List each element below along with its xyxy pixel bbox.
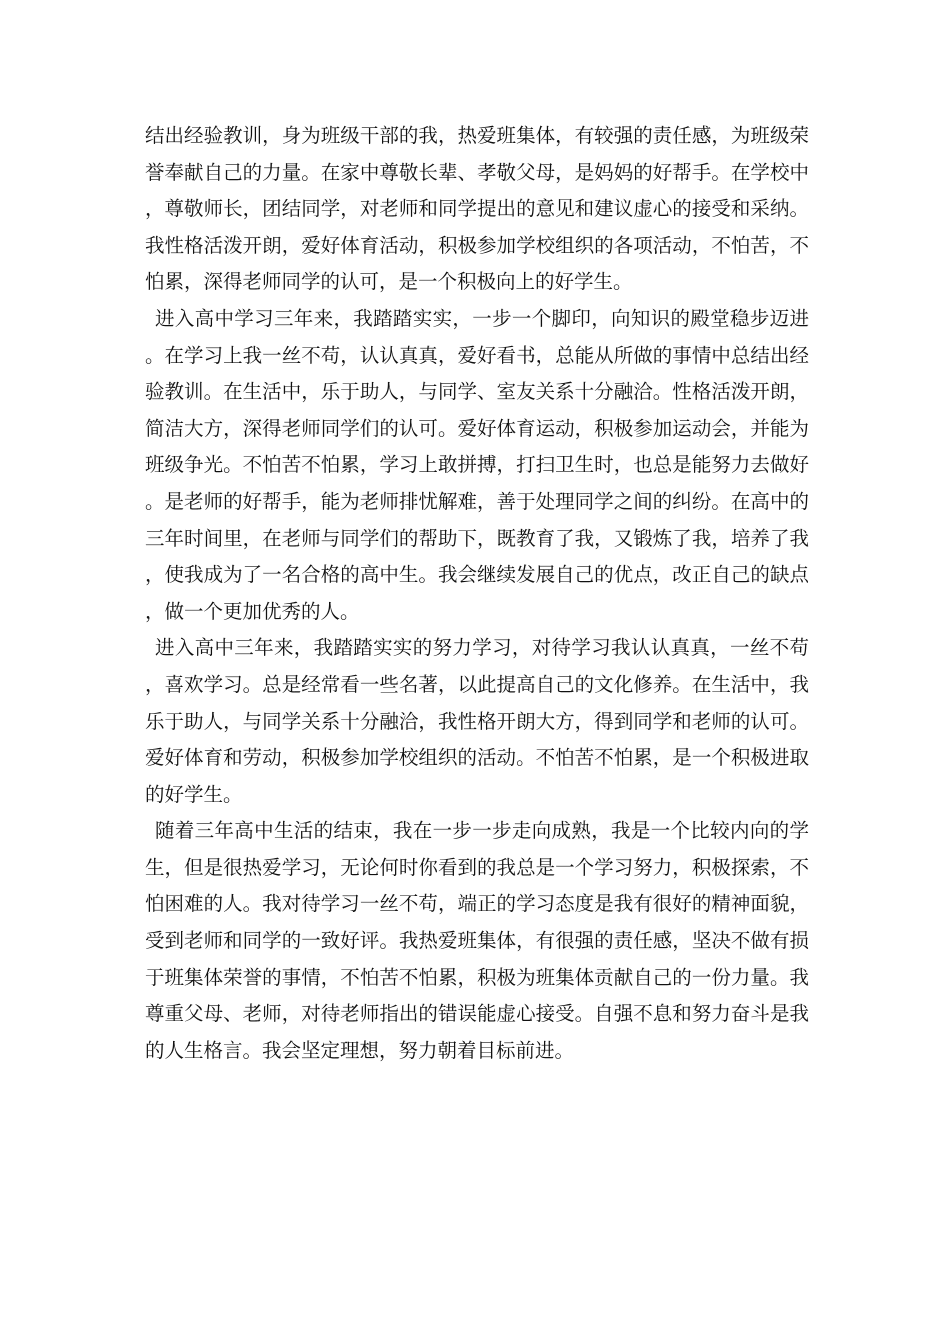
paragraph-1: 结出经验教训，身为班级干部的我，热爱班集体，有较强的责任感，为班级荣誉奉献自己的力量。在家中尊敬长辈、孝敬父母，是妈妈的好帮手。在学校中，尊敬师长，团结同学，对老师和同学提出的意见和建议虚心的接受和采纳。我性格活泼开朗，爱好体育活动，积极参加学校组织的各项活动，不怕苦，不怕累，深得老师同学的认可，是一个积极向上的好学生。	[145, 124, 809, 294]
paragraph-2: 进入高中学习三年来，我踏踏实实，一步一个脚印，向知识的殿堂稳步迈进。在学习上我一丝不苟，认认真真，爱好看书，总能从所做的事情中总结出经验教训。在生活中，乐于助人，与同学、室友关系十分融洽。性格活泼开朗，简洁大方，深得老师同学们的认可。爱好体育运动，积极参加运动会，并能为班级争光。不怕苦不怕累，学习上敢拼搏，打扫卫生时，也总是能努力去做好。是老师的好帮手，能为老师排忧解难，善于处理同学之间的纠纷。在高中的三年时间里，在老师与同学们的帮助下，既教育了我，又锻炼了我，培养了我，使我成为了一名合格的高中生。我会继续发展自己的优点，改正自己的缺点，做一个更加优秀的人。	[145, 306, 809, 623]
paragraph-4: 随着三年高中生活的结束，我在一步一步走向成熟，我是一个比较内向的学生，但是很热爱学习，无论何时你看到的我总是一个学习努力，积极探索，不怕困难的人。我对待学习一丝不苟，端正的学习态度是我有很好的精神面貌，受到老师和同学的一致好评。我热爱班集体，有很强的责任感，坚决不做有损于班集体荣誉的事情，不怕苦不怕累，积极为班集体贡献自己的一份力量。我尊重父母、老师，对待老师指出的错误能虚心接受。自强不息和努力奋斗是我的人生格言。我会坚定理想，努力朝着目标前进。	[145, 819, 809, 1062]
document-body	[145, 118, 809, 1069]
paragraph-3: 进入高中三年来，我踏踏实实的努力学习，对待学习我认认真真，一丝不苟，喜欢学习。总是经常看一些名著，以此提高自己的文化修养。在生活中，我乐于助人，与同学关系十分融洽，我性格开朗大方，得到同学和老师的认可。爱好体育和劳动，积极参加学校组织的活动。不怕苦不怕累，是一个积极进取的好学生。	[145, 636, 809, 806]
